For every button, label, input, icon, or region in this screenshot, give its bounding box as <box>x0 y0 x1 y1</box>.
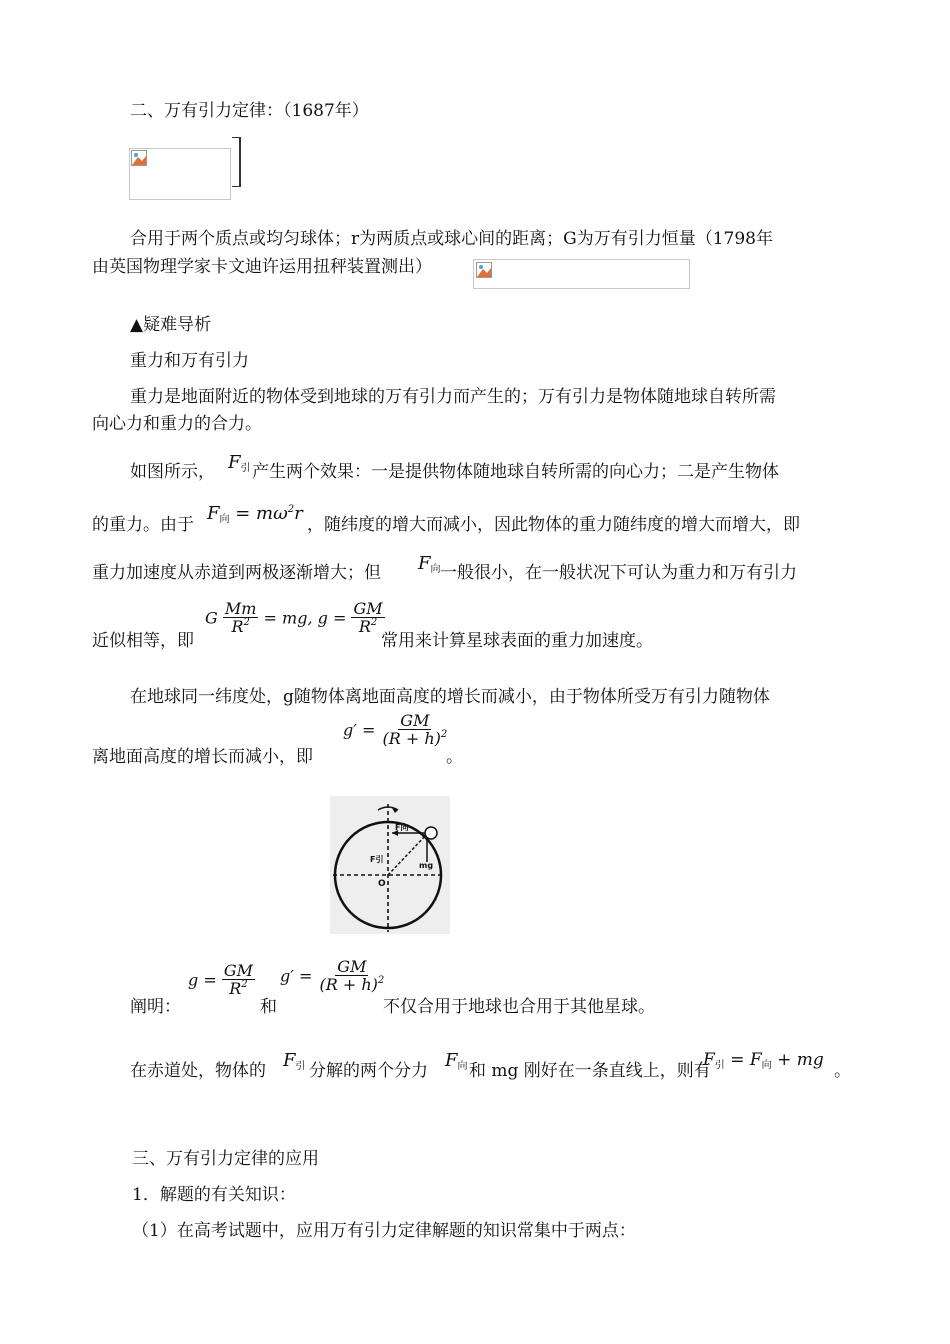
paragraph-text: 常用来计算星球表面的重力加速度。 <box>381 631 653 651</box>
paragraph-text: 离地面高度的增长而减小，即 <box>92 747 313 767</box>
list-item: （1）在高考试题中，应用万有引力定律解题的知识常集中于两点： <box>132 1221 636 1241</box>
broken-image-icon <box>476 262 492 278</box>
paragraph-text: 不仅合用于地球也合用于其他星球。 <box>383 997 655 1017</box>
diagram-svg <box>330 796 450 934</box>
paragraph-text: 。 <box>834 1061 851 1081</box>
paragraph-text: 在赤道处，物体的 <box>130 1061 266 1081</box>
diagram-label: F向 <box>395 823 409 832</box>
diagram-label: O <box>378 879 386 889</box>
formula-image-placeholder <box>473 259 690 289</box>
section-heading: 二、万有引力定律：（1687年） <box>130 101 369 121</box>
paragraph-text: 近似相等，即 <box>92 631 194 651</box>
paragraph-text: 和 <box>260 997 277 1017</box>
list-item: 1．解题的有关知识： <box>132 1185 296 1205</box>
paragraph-text: 的重力。由于 <box>92 515 194 535</box>
diagram-label: F引 <box>370 855 384 864</box>
paragraph-text: 分解的两个分力 <box>309 1061 428 1081</box>
formula-g-prime-2: g′ = $\frac{GM}{(R + h)^2}$ <box>280 957 385 994</box>
formula-surface-gravity: G $\frac{Mm}{R^2}$ = mg, g = $\frac{GM}{R^2}$ <box>205 599 383 636</box>
earth-force-diagram <box>330 796 450 934</box>
bracket-line <box>232 137 241 187</box>
paragraph-line: 合用于两个质点或均匀球体；r为两质点或球心间的距离；G为万有引力恒量（1798年 <box>130 229 773 249</box>
paragraph-text: 。 <box>446 747 463 767</box>
formula-F-xiang: F向 <box>445 1050 468 1072</box>
paragraph-text: 重力加速度从赤道到两极逐渐增大；但 <box>92 563 381 583</box>
formula-image-placeholder <box>129 148 231 200</box>
diagram-label: mg <box>419 861 434 870</box>
paragraph-line: 在地球同一纬度处，g随物体离地面高度的增长而减小，由于物体所受万有引力随物体 <box>130 687 770 707</box>
paragraph-text: 阐明： <box>130 997 181 1017</box>
paragraph-text: 和 mg 刚好在一条直线上，则有 <box>469 1061 711 1081</box>
paragraph-text: 如图所示， <box>130 462 215 482</box>
formula-centripetal: F向 = $m\omega^2r$ <box>207 503 303 525</box>
formula-g-prime: g′ = $\frac{GM}{(R + h)^2}$ <box>343 711 448 748</box>
analysis-subtitle: 重力和万有引力 <box>130 351 249 371</box>
formula-equator: F引 = F向 + mg <box>703 1050 824 1071</box>
paragraph-text: 产生两个效果：一是提供物体随地球自转所需的向心力；二是产生物体 <box>252 462 779 482</box>
formula-g: g = $\frac{GM}{R^2}$ <box>188 961 253 998</box>
paragraph-text: 一般很小，在一般状况下可认为重力和万有引力 <box>440 563 797 583</box>
section-heading: 三、万有引力定律的应用 <box>132 1149 319 1169</box>
paragraph-text: ，随纬度的增大而减小，因此物体的重力随纬度的增大而增大，即 <box>307 515 800 535</box>
formula-F-yin: F引 <box>283 1050 306 1072</box>
formula-F-yin: F引 <box>228 452 251 474</box>
paragraph-line: 重力是地面附近的物体受到地球的万有引力而产生的；万有引力是物体随地球自转所需 <box>130 387 776 407</box>
broken-image-icon <box>131 150 147 166</box>
paragraph-line: 由英国物理学家卡文迪许运用扭秤装置测出） <box>92 257 432 277</box>
formula-F-xiang: F向 <box>418 553 441 575</box>
paragraph-line: 向心力和重力的合力。 <box>92 414 262 434</box>
analysis-title: ▲疑难导析 <box>130 315 212 335</box>
